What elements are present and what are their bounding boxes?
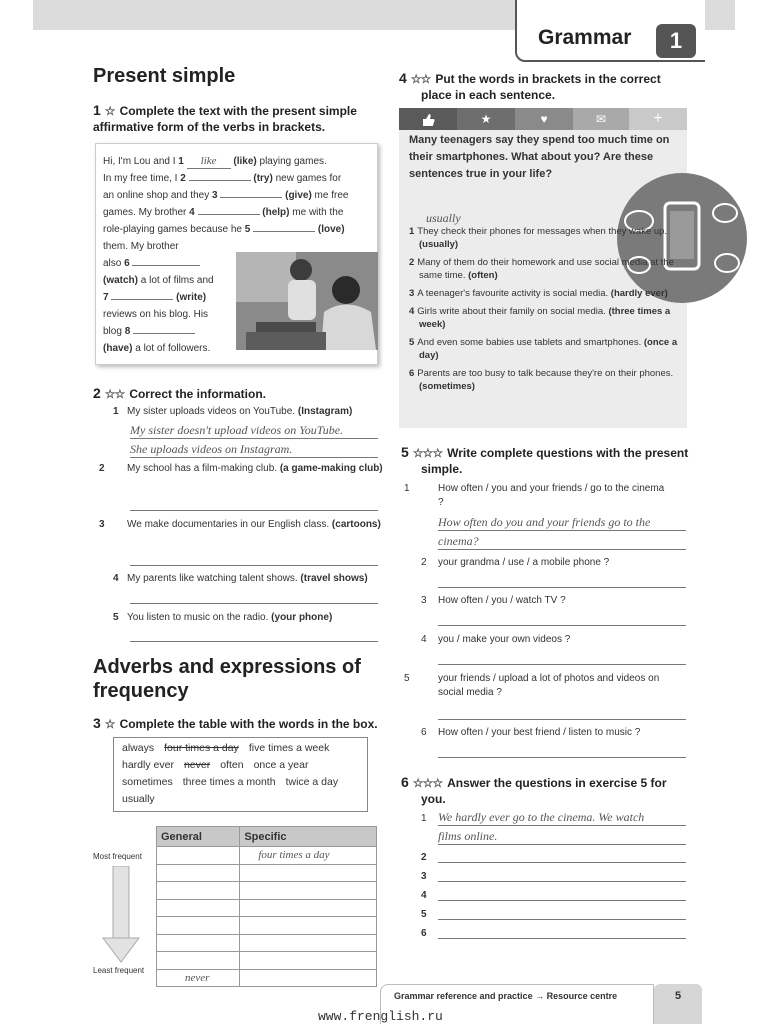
ex6-num-3: 3 — [421, 871, 427, 882]
ex1-gap-1[interactable]: like — [187, 155, 231, 169]
ex1-line: 7 (write) — [103, 292, 207, 303]
ex4-item-3: 3 A teenager's favourite activity is social media. (hardly ever) — [409, 288, 668, 299]
ex1-gap-8[interactable] — [133, 333, 195, 334]
ex5-answer-4[interactable] — [438, 664, 686, 665]
table-cell[interactable] — [157, 864, 240, 882]
ex3-stars: ☆ — [104, 717, 115, 731]
table-row — [157, 882, 377, 900]
ex6-answer-1b[interactable]: films online. — [438, 829, 686, 845]
word-box-word: never — [183, 759, 211, 771]
word-box-word: usually — [122, 793, 155, 805]
ex6-answer-5[interactable] — [438, 919, 686, 920]
ex2-answer-5[interactable] — [130, 641, 378, 642]
table-cell[interactable]: never — [157, 969, 240, 987]
ex5-item-1: 1 How often / you and your friends / go to the cinema ? — [404, 483, 665, 508]
ex2-answer-4[interactable] — [130, 603, 378, 604]
word-box-word: hardly ever — [122, 759, 174, 771]
table-cell[interactable] — [240, 969, 377, 987]
ex6-num-5: 5 — [421, 909, 427, 920]
ex5-answer-1b[interactable]: cinema? — [438, 534, 686, 550]
ex5-answer-3[interactable] — [438, 625, 686, 626]
ex1-line: them. My brother — [103, 241, 179, 252]
most-frequent-label: Most frequent — [93, 852, 142, 861]
ex5-item-4: 4 you / make your own videos ? — [421, 634, 571, 645]
ex3-number: 3 — [93, 715, 101, 731]
ex6-answer-6[interactable] — [438, 938, 686, 939]
ex2-answer-1a[interactable]: My sister doesn't upload videos on YouTube. — [130, 423, 378, 439]
footer-reference-link[interactable]: Grammar reference and practice → Resource centre — [394, 991, 618, 1001]
plus-icon: + — [629, 108, 687, 130]
ex5-item-2: 2 your grandma / use / a mobile phone ? — [421, 557, 610, 568]
ex6-num-1: 1 — [421, 813, 427, 824]
ex1-line: (watch) a lot of films and — [103, 275, 214, 286]
table-cell[interactable] — [240, 882, 377, 900]
word-box-word: three times a month — [182, 776, 276, 788]
ex1-number: 1 — [93, 102, 101, 118]
ex1-line: also 6 — [103, 255, 375, 272]
ex5-answer-2[interactable] — [438, 587, 686, 588]
table-cell[interactable] — [240, 899, 377, 917]
heading-adverbs: Adverbs and expressions of frequency — [93, 656, 361, 702]
ex2-title — [93, 385, 266, 402]
ex6-answer-4[interactable] — [438, 900, 686, 901]
star-icon: ★ — [457, 108, 515, 130]
ex1-line: role-playing games because he 5 (love) — [103, 224, 345, 235]
word-box-word: four times a day — [164, 742, 239, 754]
ex4-number: 4 — [399, 70, 407, 86]
ex2-item-3: 3 We make documentaries in our English class. (cartoons) — [99, 519, 381, 530]
ex5-answer-5[interactable] — [438, 719, 686, 720]
ex1-gap-6[interactable] — [132, 265, 200, 266]
mail-icon: ✉ — [573, 108, 629, 130]
ex2-stars: ☆☆ — [104, 387, 125, 401]
ex4-item-2: 2 Many of them do their homework and use social media at the same time. (often) — [409, 257, 674, 281]
social-media-bar — [399, 108, 687, 130]
frequency-table — [156, 826, 377, 987]
table-row — [157, 952, 377, 970]
ex6-stars: ☆☆☆ — [412, 776, 443, 790]
word-box-row — [122, 791, 367, 808]
word-box-word: five times a week — [248, 742, 330, 754]
heading-present-simple: Present simple — [93, 65, 236, 87]
ex3-title — [93, 715, 393, 732]
ex6-answer-1a[interactable]: We hardly ever go to the cinema. We watch — [438, 810, 686, 826]
table-cell[interactable] — [240, 864, 377, 882]
ex6-answer-2[interactable] — [438, 862, 686, 863]
word-box-word: sometimes — [122, 776, 173, 788]
ex1-line: Hi, I'm Lou and I 1 like (like) playing games. — [103, 155, 327, 167]
ex1-line: (have) a lot of followers. — [103, 343, 211, 354]
ex6-number: 6 — [401, 774, 409, 790]
ex5-item-3: 3 How often / you / watch TV ? — [421, 595, 566, 606]
ex2-item-1: 1 My sister uploads videos on YouTube. (Instagram) — [113, 406, 353, 417]
ex4-item-5: 5 And even some babies use tablets and smartphones. (once a day) — [409, 337, 678, 361]
word-box-row — [122, 740, 367, 757]
ex4-title — [399, 70, 689, 103]
word-box-word: once a year — [253, 759, 309, 771]
ex4-item-4: 4 Girls write about their family on social media. (three times a week) — [409, 306, 671, 330]
gaming-photo-illustration — [236, 252, 378, 350]
ex5-instruction: Write complete questions with the present simple. — [421, 446, 689, 476]
table-cell[interactable] — [157, 934, 240, 952]
ex6-num-4: 4 — [421, 890, 427, 901]
word-box-word: often — [220, 759, 244, 771]
ex3-instruction: Complete the table with the words in the box. — [119, 717, 378, 731]
table-cell[interactable] — [157, 899, 240, 917]
word-box-word: always — [122, 742, 155, 754]
table-row — [157, 864, 377, 882]
ex4-item-6: 6 Parents are too busy to talk because they're on their phones. (sometimes) — [409, 368, 674, 392]
ex1-gap-7[interactable] — [111, 299, 173, 300]
thumbs-up-icon — [399, 108, 457, 130]
ex2-answer-1b[interactable]: She uploads videos on Instagram. — [130, 442, 378, 458]
table-header-general: General — [157, 827, 240, 847]
ex1-line: blog 8 — [103, 323, 375, 340]
table-header-specific: Specific — [240, 827, 377, 847]
ex5-answer-6[interactable] — [438, 757, 686, 758]
word-box-row — [122, 757, 367, 774]
page-number: 5 — [674, 990, 682, 1002]
ex1-stars: ☆ — [104, 104, 115, 118]
least-frequent-label: Least frequent — [93, 966, 145, 975]
ex4-instruction: Put the words in brackets in the correct place in each sentence. — [421, 72, 661, 102]
ex4-item-1: 1 They check their phones for messages when they wake up. (usually) — [409, 226, 668, 250]
heart-icon: ♥ — [515, 108, 573, 130]
ex6-answer-3[interactable] — [438, 881, 686, 882]
ex2-number: 2 — [93, 385, 101, 401]
ex4-example-answer[interactable]: usually — [426, 211, 461, 225]
ex4-prompt: Many teenagers say they spend too much time on their smartphones. What about you? Are these sentences true in your life? — [409, 134, 670, 180]
ex1-instruction: Complete the text with the present simple affirmative form of the verbs in brackets. — [93, 104, 357, 134]
table-row — [157, 899, 377, 917]
ex6-num-2: 2 — [421, 852, 427, 863]
table-cell[interactable] — [240, 917, 377, 935]
ex1-line: games. My brother 4 (help) me with the — [103, 207, 344, 218]
table-cell[interactable] — [240, 934, 377, 952]
ex5-item-5: 5 your friends / upload a lot of photos and videos on social media ? — [404, 673, 660, 698]
ex1-line: In my free time, I 2 (try) new games for — [103, 173, 342, 184]
ex5-number: 5 — [401, 444, 409, 460]
table-cell[interactable] — [157, 917, 240, 935]
ex5-stars: ☆☆☆ — [412, 446, 443, 460]
ex4-items — [409, 225, 679, 398]
ex6-title — [401, 774, 691, 807]
ex1-line: an online shop and they 3 (give) me free — [103, 190, 349, 201]
ex1-gap-2[interactable] — [189, 180, 251, 181]
table-row — [157, 934, 377, 952]
word-box-content — [122, 740, 367, 808]
ex1-gap-5[interactable] — [253, 231, 315, 232]
table-cell[interactable] — [157, 847, 240, 865]
ex5-item-6: 6 How often / your best friend / listen to music ? — [421, 727, 641, 738]
ex2-item-2: 2 My school has a film-making club. (a game-making club) — [99, 463, 383, 474]
ex6-num-6: 6 — [421, 928, 427, 939]
frequency-arrow — [101, 866, 141, 964]
table-row — [157, 969, 377, 987]
watermark-url: www.frenglish.ru — [318, 1009, 443, 1024]
ex4-stars: ☆☆ — [410, 72, 431, 86]
ex2-instruction: Correct the information. — [129, 387, 266, 401]
word-box-word: twice a day — [285, 776, 339, 788]
gaming-photo — [236, 252, 378, 350]
table-row — [157, 917, 377, 935]
ex1-line: reviews on his blog. His — [103, 309, 209, 320]
ex1-gap-3[interactable] — [220, 197, 282, 198]
word-box-row — [122, 774, 367, 791]
page-section-title: Grammar — [538, 26, 632, 49]
ex5-title — [401, 444, 691, 477]
ex2-item-4: 4 My parents like watching talent shows. (travel shows) — [113, 573, 368, 584]
ex1-title — [93, 102, 383, 135]
table-cell[interactable] — [157, 952, 240, 970]
ex1-gap-4[interactable] — [198, 214, 260, 215]
ex5-answer-1a[interactable]: How often do you and your friends go to the — [438, 515, 686, 531]
table-cell[interactable] — [157, 882, 240, 900]
unit-badge: 1 — [656, 24, 696, 58]
ex2-item-5: 5 You listen to music on the radio. (your phone) — [113, 612, 333, 623]
ex2-answer-3[interactable] — [130, 565, 378, 566]
table-row — [157, 847, 377, 865]
ex6-instruction: Answer the questions in exercise 5 for you. — [421, 776, 667, 806]
table-cell[interactable]: four times a day — [240, 847, 377, 865]
table-cell[interactable] — [240, 952, 377, 970]
ex2-answer-2[interactable] — [130, 510, 378, 511]
